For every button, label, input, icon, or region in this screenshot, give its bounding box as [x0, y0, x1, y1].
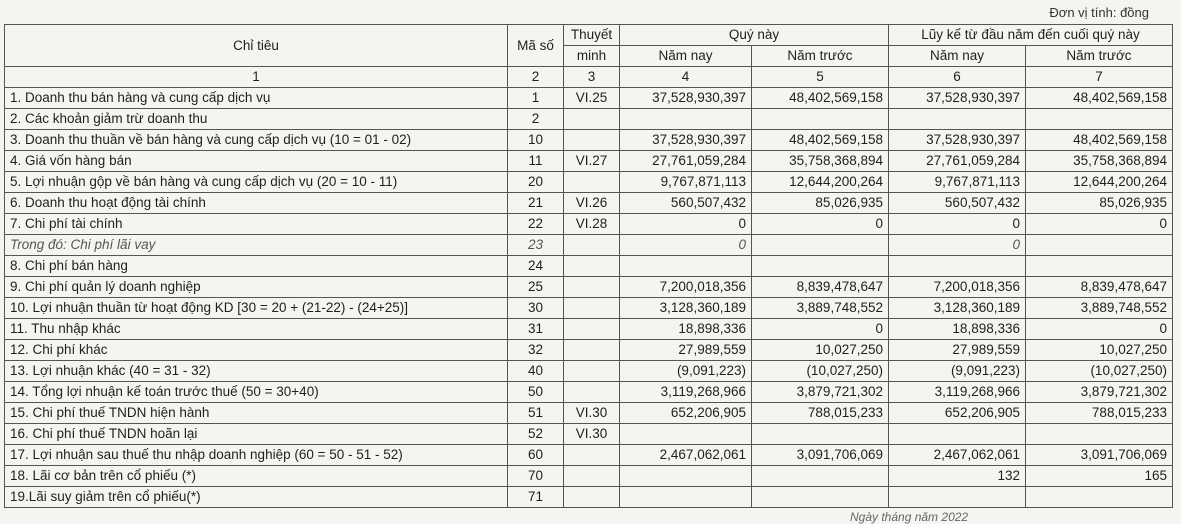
header-quy-nay: Quý này: [620, 25, 889, 46]
row-note: [564, 109, 620, 130]
row-ytd-current: 37,528,930,397: [889, 130, 1026, 151]
row-quarter-previous: [752, 424, 889, 445]
row-quarter-previous: [752, 466, 889, 487]
row-label: 10. Lợi nhuận thuần từ hoạt động KD [30 = 20 + (21-22) - (24+25)]: [5, 298, 508, 319]
row-note: [564, 277, 620, 298]
header-thuyet-minh-1: Thuyết: [564, 25, 620, 46]
row-code: 1: [508, 88, 564, 109]
row-quarter-current: [620, 424, 752, 445]
row-ytd-previous: 8,839,478,647: [1026, 277, 1173, 298]
row-quarter-previous: 3,879,721,302: [752, 382, 889, 403]
row-label: 12. Chi phí khác: [5, 340, 508, 361]
header-ma-so: Mã số: [508, 25, 564, 67]
row-ytd-previous: [1026, 424, 1173, 445]
row-quarter-previous: [752, 109, 889, 130]
row-note: [564, 487, 620, 508]
table-row: [5, 256, 1173, 277]
row-ytd-previous: 48,402,569,158: [1026, 88, 1173, 109]
row-ytd-previous: 85,026,935: [1026, 193, 1173, 214]
header-luy-ke-nam-nay: Năm nay: [889, 46, 1026, 67]
row-ytd-previous: 3,889,748,552: [1026, 298, 1173, 319]
row-quarter-current: 2,467,062,061: [620, 445, 752, 466]
row-code: 23: [508, 235, 564, 256]
header-luy-ke: Lũy kế từ đầu năm đến cuối quý này: [889, 25, 1173, 46]
row-code: 2: [508, 109, 564, 130]
row-note: VI.27: [564, 151, 620, 172]
row-quarter-current: 37,528,930,397: [620, 88, 752, 109]
row-label: Trong đó: Chi phí lãi vay: [5, 235, 508, 256]
table-row: [5, 361, 1173, 382]
row-quarter-previous: 3,889,748,552: [752, 298, 889, 319]
table-row: [5, 487, 1173, 508]
row-ytd-previous: [1026, 487, 1173, 508]
row-ytd-previous: 3,879,721,302: [1026, 382, 1173, 403]
row-code: 24: [508, 256, 564, 277]
row-note: [564, 466, 620, 487]
row-ytd-previous: 10,027,250: [1026, 340, 1173, 361]
row-ytd-current: 560,507,432: [889, 193, 1026, 214]
row-label: 8. Chi phí bán hàng: [5, 256, 508, 277]
row-quarter-current: (9,091,223): [620, 361, 752, 382]
row-quarter-current: [620, 487, 752, 508]
row-label: 17. Lợi nhuận sau thuế thu nhập doanh nghiệp (60 = 50 - 51 - 52): [5, 445, 508, 466]
col-number: 3: [564, 67, 620, 88]
col-number: 4: [620, 67, 752, 88]
row-quarter-current: 7,200,018,356: [620, 277, 752, 298]
row-code: 71: [508, 487, 564, 508]
row-quarter-current: 652,206,905: [620, 403, 752, 424]
row-note: [564, 361, 620, 382]
row-ytd-previous: 35,758,368,894: [1026, 151, 1173, 172]
row-label: 4. Giá vốn hàng bán: [5, 151, 508, 172]
row-quarter-current: 18,898,336: [620, 319, 752, 340]
row-label: 9. Chi phí quản lý doanh nghiệp: [5, 277, 508, 298]
unit-label: Đơn vị tính: đồng: [1049, 5, 1149, 20]
row-label: 3. Doanh thu thuần về bán hàng và cung cấp dịch vụ (10 = 01 - 02): [5, 130, 508, 151]
table-row: [5, 445, 1173, 466]
row-note: VI.30: [564, 424, 620, 445]
row-note: [564, 256, 620, 277]
date-signature-line: Ngày tháng năm 2022: [850, 510, 969, 524]
row-ytd-current: 3,119,268,966: [889, 382, 1026, 403]
row-label: 15. Chi phí thuế TNDN hiện hành: [5, 403, 508, 424]
row-quarter-previous: 8,839,478,647: [752, 277, 889, 298]
col-number: 7: [1026, 67, 1173, 88]
row-ytd-current: 0: [889, 214, 1026, 235]
row-note: VI.25: [564, 88, 620, 109]
row-code: 51: [508, 403, 564, 424]
table-row: [5, 88, 1173, 109]
row-note: [564, 319, 620, 340]
row-quarter-current: [620, 466, 752, 487]
row-note: VI.30: [564, 403, 620, 424]
row-quarter-current: 560,507,432: [620, 193, 752, 214]
row-quarter-current: 9,767,871,113: [620, 172, 752, 193]
row-ytd-current: 132: [889, 466, 1026, 487]
row-ytd-current: 9,767,871,113: [889, 172, 1026, 193]
row-ytd-current: 18,898,336: [889, 319, 1026, 340]
row-label: 11. Thu nhập khác: [5, 319, 508, 340]
row-quarter-previous: 788,015,233: [752, 403, 889, 424]
row-quarter-current: 0: [620, 214, 752, 235]
row-ytd-current: 27,761,059,284: [889, 151, 1026, 172]
col-number: 5: [752, 67, 889, 88]
row-code: 32: [508, 340, 564, 361]
row-ytd-previous: 0: [1026, 319, 1173, 340]
row-code: 11: [508, 151, 564, 172]
row-quarter-previous: 48,402,569,158: [752, 130, 889, 151]
table-row: [5, 319, 1173, 340]
row-ytd-previous: [1026, 235, 1173, 256]
row-label: 13. Lợi nhuận khác (40 = 31 - 32): [5, 361, 508, 382]
row-ytd-previous: [1026, 109, 1173, 130]
row-quarter-previous: 48,402,569,158: [752, 88, 889, 109]
row-ytd-previous: 788,015,233: [1026, 403, 1173, 424]
row-ytd-current: [889, 424, 1026, 445]
row-quarter-previous: 0: [752, 214, 889, 235]
row-code: 25: [508, 277, 564, 298]
row-quarter-current: 27,761,059,284: [620, 151, 752, 172]
table-row: [5, 214, 1173, 235]
row-note: [564, 130, 620, 151]
row-label: 16. Chi phí thuế TNDN hoãn lại: [5, 424, 508, 445]
row-quarter-previous: 10,027,250: [752, 340, 889, 361]
income-statement-table: [4, 24, 1173, 508]
row-code: 20: [508, 172, 564, 193]
table-row: [5, 277, 1173, 298]
row-label: 1. Doanh thu bán hàng và cung cấp dịch vụ: [5, 88, 508, 109]
row-note: [564, 298, 620, 319]
row-label: 18. Lãi cơ bản trên cổ phiếu (*): [5, 466, 508, 487]
row-quarter-previous: [752, 256, 889, 277]
row-label: 14. Tổng lợi nhuận kế toán trước thuế (50 = 30+40): [5, 382, 508, 403]
header-quy-nam-truoc: Năm trước: [752, 46, 889, 67]
col-number: 1: [5, 67, 508, 88]
row-quarter-previous: 3,091,706,069: [752, 445, 889, 466]
table-row: [5, 172, 1173, 193]
row-quarter-previous: 85,026,935: [752, 193, 889, 214]
row-label: 2. Các khoản giảm trừ doanh thu: [5, 109, 508, 130]
row-quarter-previous: [752, 235, 889, 256]
row-ytd-previous: [1026, 256, 1173, 277]
row-ytd-previous: 3,091,706,069: [1026, 445, 1173, 466]
table-row: [5, 193, 1173, 214]
row-code: 60: [508, 445, 564, 466]
row-label: 6. Doanh thu hoạt động tài chính: [5, 193, 508, 214]
row-ytd-current: 7,200,018,356: [889, 277, 1026, 298]
table-row: [5, 403, 1173, 424]
row-ytd-current: [889, 487, 1026, 508]
col-number: 2: [508, 67, 564, 88]
row-quarter-previous: (10,027,250): [752, 361, 889, 382]
row-code: 10: [508, 130, 564, 151]
row-note: VI.26: [564, 193, 620, 214]
row-label: 5. Lợi nhuận gộp về bán hàng và cung cấp dịch vụ (20 = 10 - 11): [5, 172, 508, 193]
row-note: [564, 235, 620, 256]
row-code: 21: [508, 193, 564, 214]
row-ytd-current: (9,091,223): [889, 361, 1026, 382]
header-thuyet-minh-2: minh: [564, 46, 620, 67]
row-note: [564, 340, 620, 361]
row-ytd-current: 37,528,930,397: [889, 88, 1026, 109]
row-ytd-previous: 12,644,200,264: [1026, 172, 1173, 193]
table-row: [5, 382, 1173, 403]
row-ytd-current: [889, 109, 1026, 130]
row-ytd-previous: (10,027,250): [1026, 361, 1173, 382]
table-row: [5, 298, 1173, 319]
row-quarter-current: 3,119,268,966: [620, 382, 752, 403]
table-row: [5, 466, 1173, 487]
row-ytd-previous: 165: [1026, 466, 1173, 487]
col-number: 6: [889, 67, 1026, 88]
table-row: [5, 424, 1173, 445]
row-label: 7. Chi phí tài chính: [5, 214, 508, 235]
row-quarter-current: 0: [620, 235, 752, 256]
row-ytd-current: 652,206,905: [889, 403, 1026, 424]
table-row: [5, 130, 1173, 151]
row-note: VI.28: [564, 214, 620, 235]
row-quarter-previous: 12,644,200,264: [752, 172, 889, 193]
header-quy-nam-nay: Năm nay: [620, 46, 752, 67]
row-ytd-current: [889, 256, 1026, 277]
row-ytd-current: 27,989,559: [889, 340, 1026, 361]
row-ytd-previous: 0: [1026, 214, 1173, 235]
row-code: 30: [508, 298, 564, 319]
row-code: 50: [508, 382, 564, 403]
row-code: 70: [508, 466, 564, 487]
row-code: 22: [508, 214, 564, 235]
row-ytd-current: 0: [889, 235, 1026, 256]
header-chi-tieu: Chỉ tiêu: [5, 25, 508, 67]
row-quarter-previous: [752, 487, 889, 508]
row-ytd-current: 2,467,062,061: [889, 445, 1026, 466]
row-note: [564, 382, 620, 403]
row-quarter-current: 37,528,930,397: [620, 130, 752, 151]
table-row: [5, 235, 1173, 256]
table-row: [5, 151, 1173, 172]
row-quarter-current: [620, 109, 752, 130]
row-quarter-previous: 0: [752, 319, 889, 340]
row-note: [564, 445, 620, 466]
row-quarter-previous: 35,758,368,894: [752, 151, 889, 172]
table-row: [5, 340, 1173, 361]
row-code: 31: [508, 319, 564, 340]
row-quarter-current: [620, 256, 752, 277]
row-quarter-current: 27,989,559: [620, 340, 752, 361]
table-row: [5, 109, 1173, 130]
header-luy-ke-nam-truoc: Năm trước: [1026, 46, 1173, 67]
row-ytd-previous: 48,402,569,158: [1026, 130, 1173, 151]
row-code: 52: [508, 424, 564, 445]
row-code: 40: [508, 361, 564, 382]
row-note: [564, 172, 620, 193]
row-label: 19.Lãi suy giảm trên cổ phiếu(*): [5, 487, 508, 508]
row-ytd-current: 3,128,360,189: [889, 298, 1026, 319]
row-quarter-current: 3,128,360,189: [620, 298, 752, 319]
